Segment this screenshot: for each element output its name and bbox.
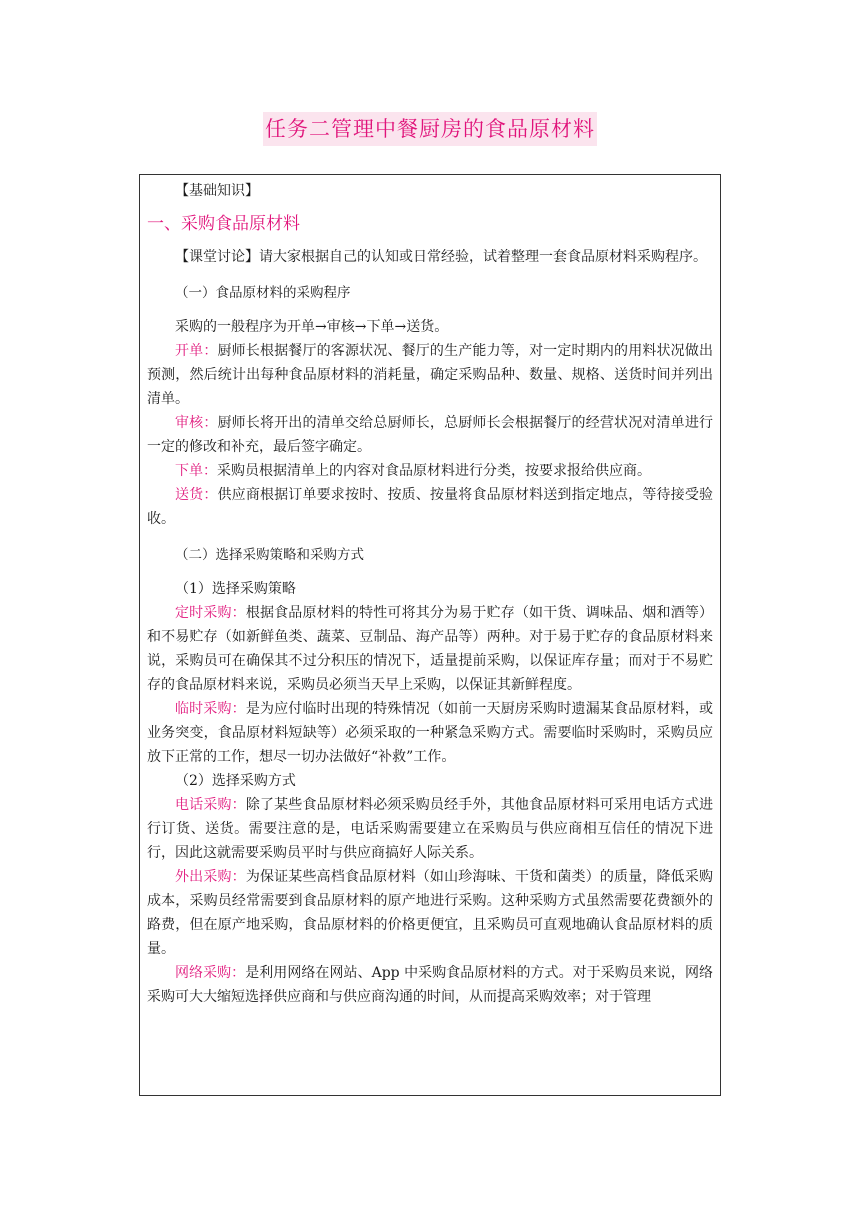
section-heading: 一、采购食品原材料 — [147, 214, 300, 234]
discussion-paragraph — [147, 245, 713, 269]
method-label: 网络采购： — [175, 965, 246, 981]
strategy-label: 定时采购： — [175, 605, 246, 621]
method-paragraph — [147, 793, 713, 865]
strategy-heading: （1）选择采购策略 — [175, 581, 296, 597]
subsection-heading-strategy: （二）选择采购策略和采购方式 — [175, 547, 364, 563]
method-paragraph — [147, 865, 713, 961]
step-text: 厨师长根据餐厅的客源状况、餐厅的生产能力等，对一定时期内的用料状况做出预测，然后统计出每种食品原材料的消耗量，确定采购品种、数量、规格、送货时间并列出清单。 — [147, 343, 714, 407]
method-text: 是利用网络在网站、App 中采购食品原材料的方式。对于采购员来说，网络采购可大大缩短选择供应商和与供应商沟通的时间，从而提高采购效率；对于管理 — [147, 965, 714, 1005]
strategy-paragraph — [147, 601, 713, 697]
step-text: 供应商根据订单要求按时、按质、按量将食品原材料送到指定地点，等待接受验收。 — [147, 487, 714, 527]
step-text: 厨师长将开出的清单交给总厨师长，总厨师长会根据餐厅的经营状况对清单进行一定的修改和补充，最后签字确定。 — [147, 415, 714, 455]
method-label: 外出采购： — [175, 869, 246, 885]
step-text: 采购员根据清单上的内容对食品原材料进行分类，按要求报给供应商。 — [217, 463, 651, 479]
step-paragraph — [147, 339, 713, 411]
step-label: 审核： — [175, 415, 218, 431]
step-paragraph — [147, 459, 713, 483]
method-text: 除了某些食品原材料必须采购员经手外，其他食品原材料可采用电话方式进行订货、送货。需要注意的是，电话采购需要建立在采购员与供应商相互信任的情况下进行，因此这就需要采购员平时与供应商搞好人际关系。 — [147, 797, 713, 861]
method-heading: （2）选择采购方式 — [175, 773, 296, 789]
page-title-wrap — [0, 112, 860, 146]
step-label: 下单： — [175, 463, 217, 479]
page-title: 任务二管理中餐厨房的食品原材料 — [263, 112, 597, 146]
strategy-text: 是为应付临时出现的特殊情况（如前一天厨房采购时遗漏某食品原材料，或业务突变，食品原材料短缺等）必须采取的一种紧急采购方式。需要临时采购时，采购员应放下正常的工作，想尽一切办法做好“补救”工作。 — [147, 701, 713, 765]
strategy-paragraph — [147, 697, 713, 769]
step-label: 开单： — [175, 343, 218, 359]
method-paragraph — [147, 961, 713, 1009]
strategy-text: 根据食品原材料的特性可将其分为易于贮存（如干货、调味品、烟和酒等）和不易贮存（如新鲜鱼类、蔬菜、豆制品、海产品等）两种。对于易于贮存的食品原材料来说，采购员可在确保其不过分积压的情况下，适量提前采购，以保证库存量；而对于不易贮存的食品原材料来说，采购员必须当天早上采购，以保证其新鲜程度。 — [147, 605, 713, 693]
step-paragraph — [147, 483, 713, 531]
method-text: 为保证某些高档食品原材料（如山珍海味、干货和菌类）的质量，降低采购成本，采购员经常需要到食品原材料的原产地进行采购。这种采购方式虽然需要花费额外的路费，但在原产地采购，食品原材料的价格更便宜，且采购员可直观地确认食品原材料的质量。 — [147, 869, 713, 957]
procedure-intro: 采购的一般程序为开单→审核→下单→送货。 — [175, 319, 449, 335]
subsection-heading-procedure: （一）食品原材料的采购程序 — [175, 285, 351, 301]
discussion-text: 请大家根据自己的认知或日常经验，试着整理一套食品原材料采购程序。 — [259, 249, 707, 265]
strategy-label: 临时采购： — [175, 701, 246, 717]
discussion-label: 【课堂讨论】 — [175, 249, 259, 265]
basic-knowledge-label: 【基础知识】 — [175, 183, 259, 199]
step-paragraph — [147, 411, 713, 459]
content-box — [139, 174, 721, 1096]
method-label: 电话采购： — [175, 797, 246, 813]
step-label: 送货： — [175, 487, 218, 503]
